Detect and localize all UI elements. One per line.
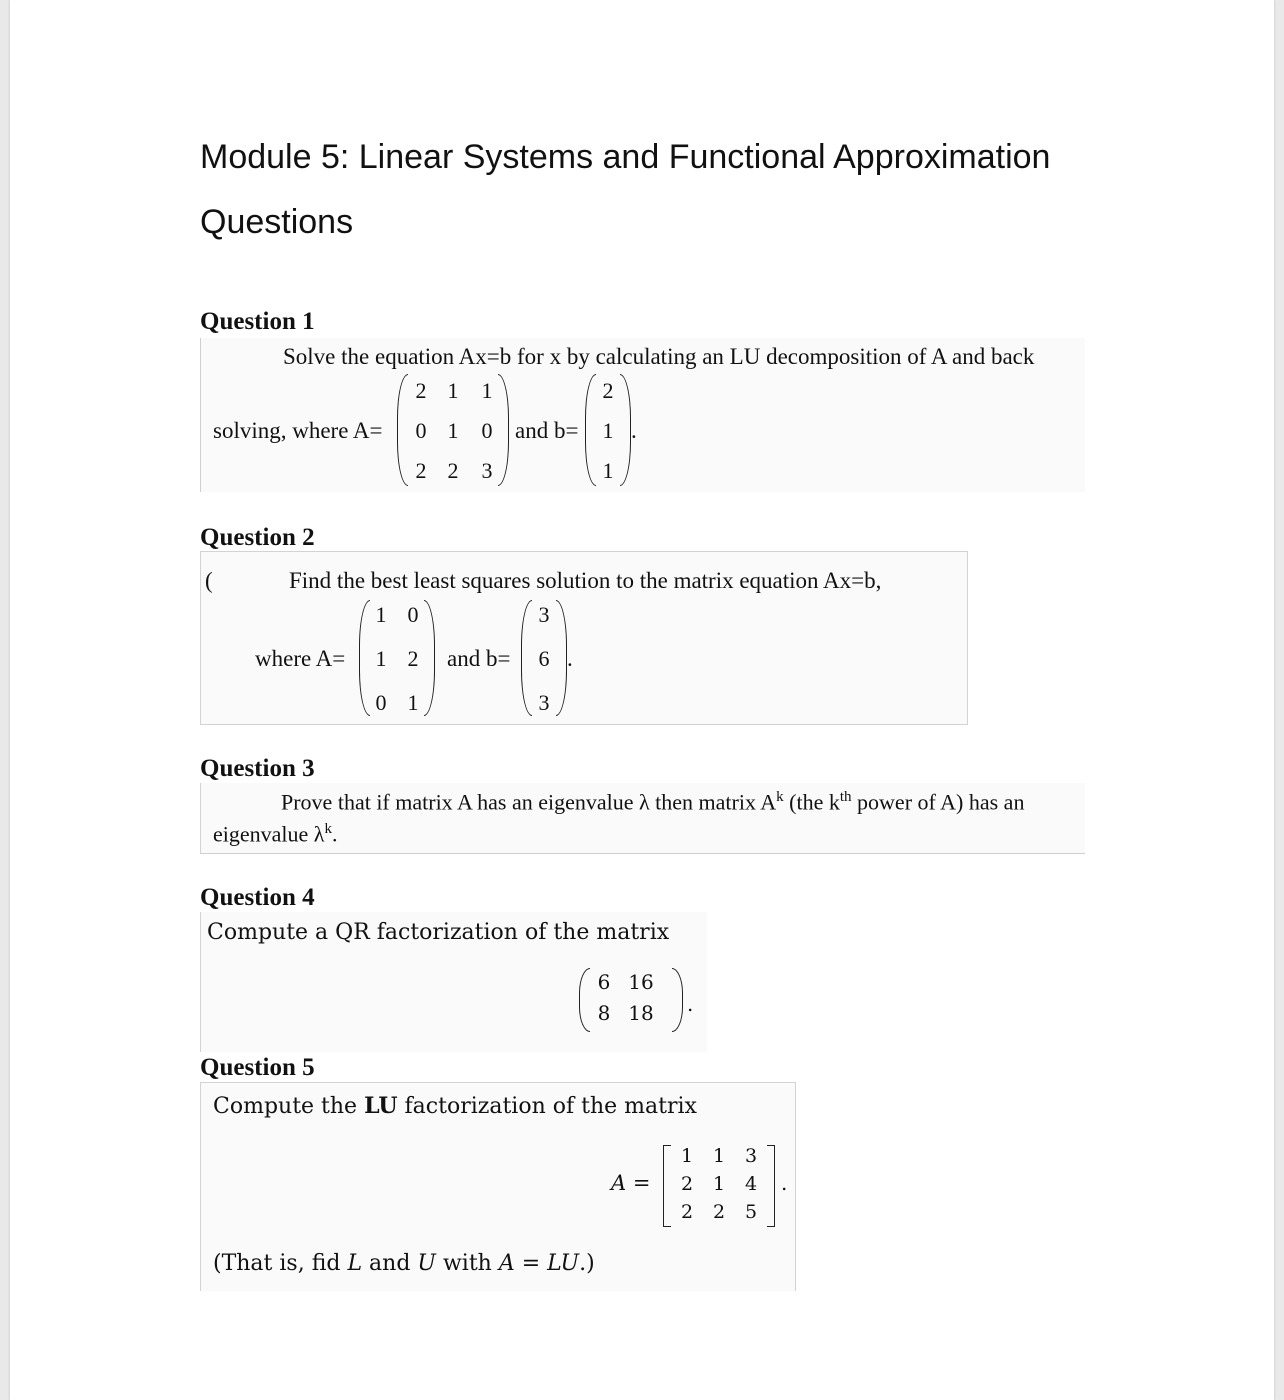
matrix-cell: 1 (375, 602, 387, 627)
matrix-cell: 4 (744, 1173, 758, 1195)
question-1-box (200, 338, 1085, 492)
vector-cell: 3 (538, 602, 550, 627)
question-1-middle: and b= (515, 418, 579, 443)
question-1-line1: Solve the equation Ax=b for x by calculating an LU decomposition of A and back (283, 344, 1035, 369)
question-2-stray-paren: ( (205, 568, 213, 593)
matrix-cell: 1 (481, 378, 493, 403)
question-1-matrix-a (397, 374, 509, 488)
matrix-cell: 0 (481, 418, 493, 443)
matrix-cell: 0 (407, 602, 419, 627)
question-2-prefix: where A= (255, 646, 346, 671)
question-1-heading: Question 1 (200, 308, 315, 335)
question-2-matrix-a (359, 600, 435, 718)
question-3-line1: Prove that if matrix A has an eigenvalue λ then matrix $A^k$ (the $k^{th}$ power of A) has an (281, 789, 1025, 815)
matrix-cell: 1 (375, 646, 387, 671)
question-3-line2: eigenvalue $\lambda^k$. (213, 821, 338, 847)
matrix-cell: 1 (407, 690, 419, 715)
matrix-cell: 1 (712, 1173, 726, 1195)
page-subtitle: Questions (200, 203, 354, 241)
question-1-suffix: . (631, 418, 637, 443)
matrix-cell: 2 (407, 646, 419, 671)
question-5-line1: Compute the LU factorization of the matrix (213, 1093, 697, 1119)
question-4-suffix: . (687, 992, 694, 1016)
matrix-cell: 2 (415, 378, 427, 403)
question-1-prefix: solving, where A= (213, 418, 383, 443)
matrix-cell: 2 (680, 1173, 694, 1195)
question-1-vector-b (585, 374, 631, 488)
matrix-cell: 0 (415, 418, 427, 443)
matrix-cell: 8 (597, 1001, 611, 1025)
matrix-cell: 1 (712, 1145, 726, 1167)
question-4-heading: Question 4 (200, 884, 315, 911)
matrix-cell: 2 (680, 1201, 694, 1223)
matrix-cell: 18 (628, 1001, 654, 1025)
question-2-line1: Find the best least squares solution to the matrix equation Ax=b, (289, 568, 882, 593)
matrix-cell: 3 (481, 458, 493, 483)
question-3-heading: Question 3 (200, 755, 315, 782)
question-2-heading: Question 2 (200, 524, 315, 551)
vector-cell: 1 (602, 418, 614, 443)
matrix-cell: 2 (712, 1201, 726, 1223)
document-page (10, 0, 1274, 1400)
matrix-cell: 3 (744, 1145, 758, 1167)
matrix-cell: 2 (415, 458, 427, 483)
matrix-cell: 1 (680, 1145, 694, 1167)
question-5-note: (That is, fid L and U with A = LU.) (213, 1251, 595, 1276)
vector-cell: 2 (602, 378, 614, 403)
question-5-lhs: A = (611, 1171, 651, 1195)
matrix-cell: 6 (597, 970, 611, 994)
matrix-cell: 16 (628, 970, 654, 994)
page-title: Module 5: Linear Systems and Functional Approximation (200, 138, 1051, 176)
question-5-heading: Question 5 (200, 1054, 315, 1081)
question-2-vector-b (521, 600, 567, 718)
matrix-cell: 0 (375, 690, 387, 715)
matrix-cell: 5 (744, 1201, 758, 1223)
question-2-middle: and b= (447, 646, 511, 671)
question-5-matrix (663, 1145, 775, 1227)
question-2-box (200, 551, 968, 725)
question-2-suffix: . (567, 646, 573, 671)
vector-cell: 3 (538, 690, 550, 715)
vector-cell: 6 (538, 646, 550, 671)
matrix-cell: 1 (447, 418, 459, 443)
question-4-box (200, 912, 707, 1052)
matrix-cell: 2 (447, 458, 459, 483)
question-3-box (200, 783, 1085, 854)
question-5-box (200, 1082, 796, 1291)
question-4-matrix (579, 968, 683, 1034)
vector-cell: 1 (602, 458, 614, 483)
question-5-suffix: . (781, 1171, 788, 1195)
question-4-line1: Compute a QR factorization of the matrix (207, 920, 670, 945)
matrix-cell: 1 (447, 378, 459, 403)
